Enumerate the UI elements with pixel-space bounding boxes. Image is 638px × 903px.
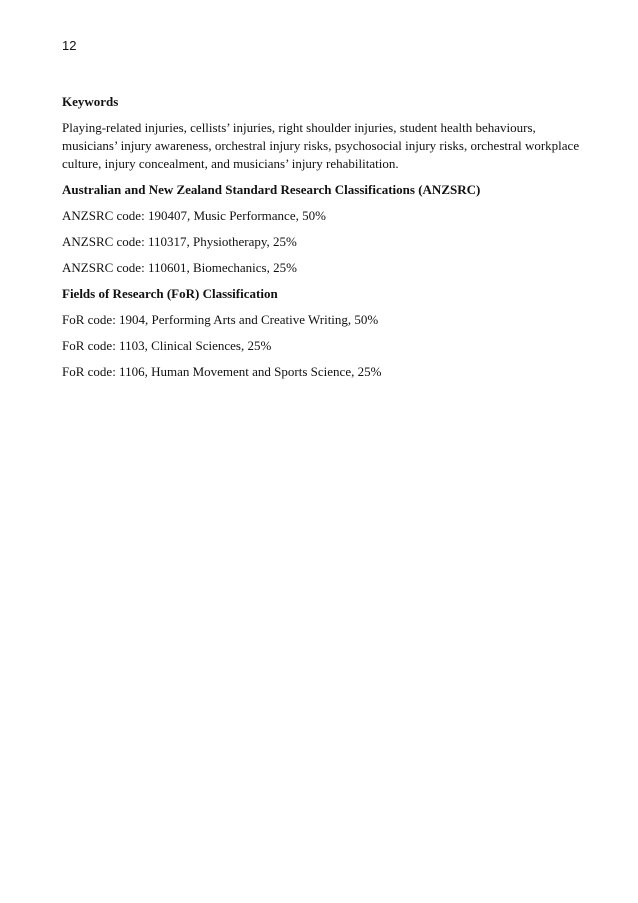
- for-code-2: FoR code: 1103, Clinical Sciences, 25%: [62, 338, 272, 353]
- anzsrc-code-3: ANZSRC code: 110601, Biomechanics, 25%: [62, 260, 297, 275]
- for-heading: Fields of Research (FoR) Classification: [62, 286, 278, 301]
- document-body: [62, 93, 582, 389]
- for-code-1: FoR code: 1904, Performing Arts and Creative Writing, 50%: [62, 312, 379, 327]
- anzsrc-code-1: ANZSRC code: 190407, Music Performance, 50%: [62, 208, 326, 223]
- keywords-heading: Keywords: [62, 94, 119, 109]
- anzsrc-code-2: ANZSRC code: 110317, Physiotherapy, 25%: [62, 234, 297, 249]
- page-number: 12: [62, 38, 77, 53]
- keywords-text: Playing-related injuries, cellists’ injuries, right shoulder injuries, student health behaviours, musicians’ injury awareness, orchestral injury risks, psychosocial injury risks, orchestral workplace culture, injury concealment, and musicians’ injury rehabilitation.: [62, 120, 580, 171]
- for-code-3: FoR code: 1106, Human Movement and Sports Science, 25%: [62, 364, 382, 379]
- anzsrc-heading: Australian and New Zealand Standard Research Classifications (ANZSRC): [62, 182, 481, 197]
